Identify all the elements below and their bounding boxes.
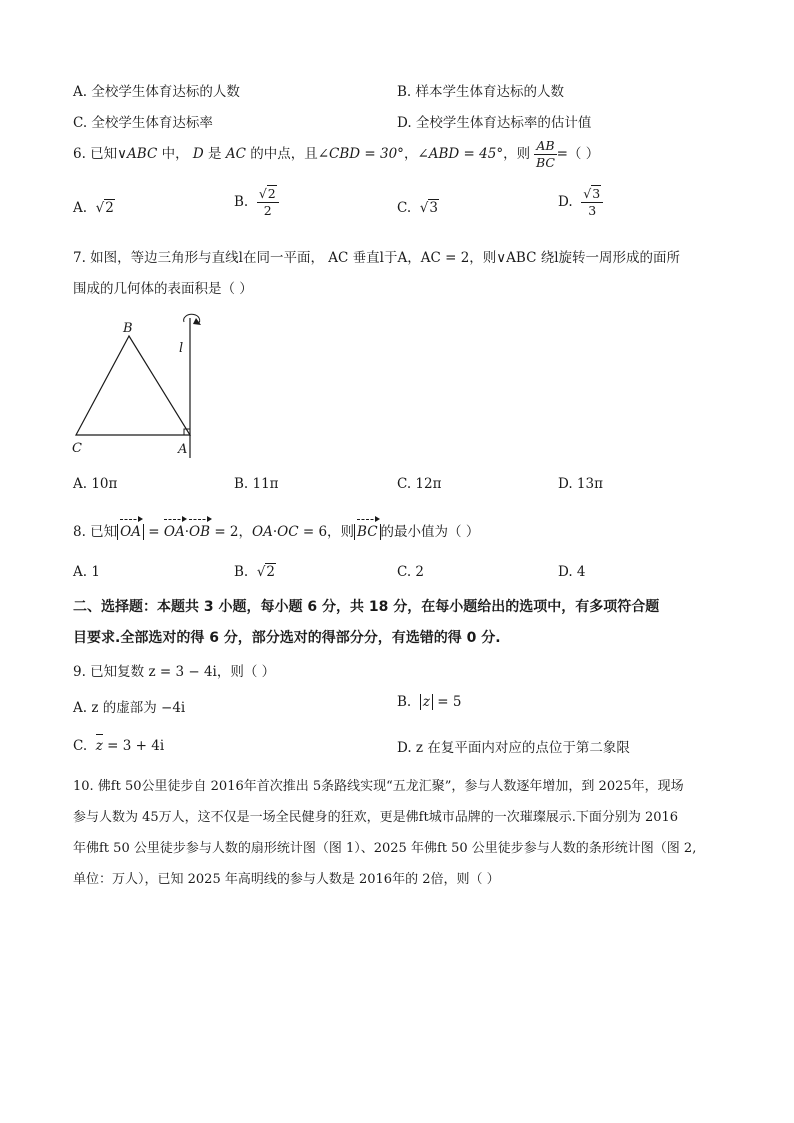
q10-stem-line2: 参与人数为 45万人，这不仅是一场全民健身的狂欢，更是佛ft城市品牌的一次璀璨展示.下面分别为 2016 bbox=[73, 810, 679, 825]
q5-option-b: B. 样本学生体育达标的人数 bbox=[397, 84, 565, 100]
q7-option-d: D. 13π bbox=[558, 476, 603, 492]
label-c: C bbox=[72, 441, 82, 456]
q7-stem-line1: 7. 如图，等边三角形与直线l在同一平面， AC 垂直l于A，AC = 2，则∨ABC 绕l旋转一周形成的面所 bbox=[73, 250, 681, 266]
q6-option-b: B. $\frac{√2}{2}$ bbox=[234, 186, 279, 219]
label-l: l bbox=[179, 341, 184, 356]
q7-option-b: B. 11π bbox=[234, 476, 279, 492]
q8-stem: 8. 已知 OA = OA·OB = 2，OA·OC = 6，则 BC 的最小值为（ ） bbox=[73, 524, 480, 540]
q9-option-a: A. z 的虚部为 −4i bbox=[73, 700, 186, 716]
q9-stem: 9. 已知复数 z = 3 − 4i，则（ ） bbox=[73, 664, 276, 680]
q7-option-a: A. 10π bbox=[73, 476, 118, 492]
q5-option-d: D. 全校学生体育达标率的估计值 bbox=[397, 115, 592, 131]
triangle-abc bbox=[76, 336, 190, 435]
q6-stem: 6. 已知∨ABC 中， D 是 AC 的中点，且∠CBD = 30°，∠ABD = 45°，则 $\frac{AB}{BC}$ =（ ） bbox=[73, 138, 600, 170]
q6-fraction: $\frac{AB}{BC}$ bbox=[535, 138, 555, 170]
q10-stem-line4: 单位：万人），已知 2025 年高明线的参与人数是 2016年的 2倍，则（ ） bbox=[73, 872, 500, 887]
q9-option-d: D. z 在复平面内对应的点位于第二象限 bbox=[397, 740, 630, 756]
q8-option-a: A. 1 bbox=[73, 564, 100, 580]
q7-stem-line2: 围成的几何体的表面积是（ ） bbox=[73, 281, 253, 297]
q7-option-c: C. 12π bbox=[397, 476, 442, 492]
q10-stem-line1: 10. 佛ft 50公里徒步自 2016年首次推出 5条路线实现“五龙汇聚”，参与人数逐年增加，到 2025年，现场 bbox=[73, 779, 684, 794]
q6-option-c: C. √3 bbox=[397, 200, 438, 216]
q8-option-c: C. 2 bbox=[397, 564, 425, 580]
q8-option-d: D. 4 bbox=[558, 564, 586, 580]
q6-option-a: A. √2 bbox=[73, 200, 114, 216]
q5-option-a: A. 全校学生体育达标的人数 bbox=[73, 84, 240, 100]
label-a: A bbox=[178, 442, 188, 457]
label-b: B bbox=[123, 321, 133, 336]
section-2-heading-line1: 二、选择题：本题共 3 小题，每小题 6 分，共 18 分，在每小题给出的选项中，有多项符合题 bbox=[73, 599, 660, 615]
q5-option-c: C. 全校学生体育达标率 bbox=[73, 115, 213, 131]
q9-option-b: B. z = 5 bbox=[397, 694, 462, 710]
q6-option-d: D. $\frac{√3}{3}$ bbox=[558, 186, 603, 219]
q8-option-b: B. √2 bbox=[234, 564, 276, 580]
q10-stem-line3: 年佛ft 50 公里徒步参与人数的扇形统计图（图 1）、2025 年佛ft 50 公里徒步参与人数的条形统计图（图 2, bbox=[73, 841, 697, 856]
q7-figure bbox=[66, 312, 216, 462]
q9-option-c: C. z = 3 + 4i bbox=[73, 738, 165, 754]
section-2-heading-line2: 目要求.全部选对的得 6 分，部分选对的得部分分，有选错的得 0 分. bbox=[73, 630, 501, 646]
